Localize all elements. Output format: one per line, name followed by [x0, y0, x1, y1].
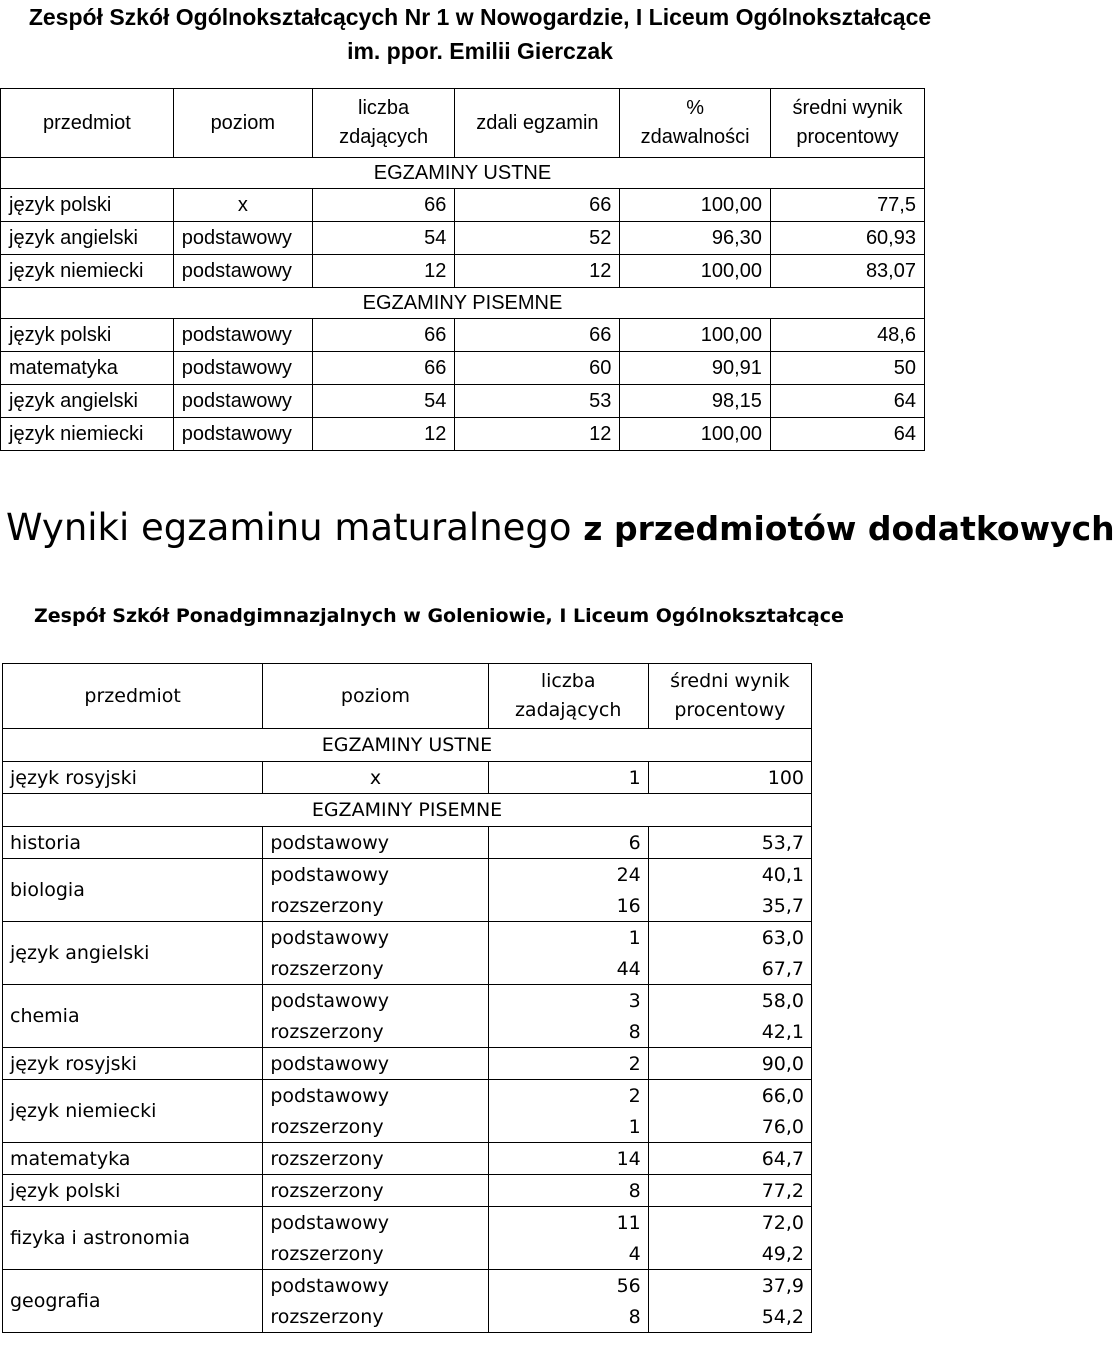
table-row	[3, 762, 812, 794]
table-row	[1, 319, 925, 352]
cell-level: rozszerzony	[263, 1175, 488, 1207]
section-row-written	[1, 288, 925, 319]
cell-passed: 53	[455, 385, 620, 418]
header-liczba: liczba zadających	[488, 664, 648, 729]
table-row	[1, 255, 925, 288]
cell-avg: 64	[770, 385, 924, 418]
header-przedmiot: przedmiot	[1, 89, 174, 158]
section-label: EGZAMINY PISEMNE	[1, 288, 925, 319]
table-row	[3, 859, 812, 891]
heading-part-2: z przedmiotów dodatkowych	[583, 509, 1115, 548]
cell-level: rozszerzony	[263, 1238, 488, 1270]
cell-pass-rate: 90,91	[620, 352, 771, 385]
cell-level: rozszerzony	[263, 1143, 488, 1175]
section-row-written	[3, 794, 812, 827]
table-row	[3, 1080, 812, 1112]
header-poziom: poziom	[263, 664, 488, 729]
document-title-line-2: im. ppor. Emilii Gierczak	[347, 38, 613, 64]
cell-level: podstawowy	[173, 385, 312, 418]
cell-subject: język angielski	[1, 385, 174, 418]
cell-count: 2	[488, 1080, 648, 1112]
cell-avg: 90,0	[648, 1048, 811, 1080]
cell-level: rozszerzony	[263, 1111, 488, 1143]
cell-level: x	[173, 189, 312, 222]
cell-pass-rate: 100,00	[620, 418, 771, 451]
cell-level: podstawowy	[263, 859, 488, 891]
school-subtitle: Zespół Szkół Ponadgimnazjalnych w Goleniowie, I Liceum Ogólnokształcące	[34, 605, 844, 627]
cell-subject: język polski	[1, 189, 174, 222]
table-row	[3, 1143, 812, 1175]
results-table-goleniow	[2, 663, 812, 1333]
cell-count: 16	[488, 890, 648, 922]
document-title-line-1: Zespół Szkół Ogólnokształcących Nr 1 w Nowogardzie, I Liceum Ogólnokształcące	[28, 4, 932, 30]
cell-count: 8	[488, 1016, 648, 1048]
cell-count: 1	[488, 1111, 648, 1143]
cell-level: rozszerzony	[263, 953, 488, 985]
cell-avg: 40,1	[648, 859, 811, 891]
cell-level: podstawowy	[263, 1080, 488, 1112]
cell-count: 8	[488, 1301, 648, 1333]
cell-count: 24	[488, 859, 648, 891]
cell-subject: język niemiecki	[3, 1080, 263, 1143]
section-label: EGZAMINY USTNE	[1, 158, 925, 189]
cell-passed: 66	[455, 319, 620, 352]
cell-count: 56	[488, 1270, 648, 1302]
cell-avg: 77,2	[648, 1175, 811, 1207]
cell-level: rozszerzony	[263, 890, 488, 922]
cell-avg: 64	[770, 418, 924, 451]
table-row	[3, 1270, 812, 1302]
cell-subject: historia	[3, 827, 263, 859]
cell-avg: 67,7	[648, 953, 811, 985]
cell-avg: 76,0	[648, 1111, 811, 1143]
cell-subject: matematyka	[3, 1143, 263, 1175]
section-label: EGZAMINY USTNE	[3, 729, 812, 762]
section-row-oral	[1, 158, 925, 189]
cell-passed: 60	[455, 352, 620, 385]
cell-avg: 60,93	[770, 222, 924, 255]
table-header-row	[3, 664, 812, 729]
header-przedmiot: przedmiot	[3, 664, 263, 729]
cell-count: 12	[312, 418, 455, 451]
cell-count: 14	[488, 1143, 648, 1175]
header-poziom: poziom	[173, 89, 312, 158]
cell-level: podstawowy	[173, 418, 312, 451]
cell-count: 66	[312, 319, 455, 352]
cell-count: 12	[312, 255, 455, 288]
cell-level: podstawowy	[173, 222, 312, 255]
table-row	[3, 922, 812, 954]
header-sredni: średni wynik procentowy	[648, 664, 811, 729]
cell-subject: biologia	[3, 859, 263, 922]
cell-avg: 54,2	[648, 1301, 811, 1333]
cell-avg: 100	[648, 762, 811, 794]
cell-avg: 49,2	[648, 1238, 811, 1270]
cell-level: podstawowy	[263, 1270, 488, 1302]
table-row	[1, 385, 925, 418]
cell-subject: język angielski	[1, 222, 174, 255]
heading-part-1: Wyniki egzaminu maturalnego	[6, 506, 584, 549]
header-zdawalnosc: % zdawalności	[620, 89, 771, 158]
cell-count: 66	[312, 189, 455, 222]
cell-level: podstawowy	[173, 255, 312, 288]
header-zdali: zdali egzamin	[455, 89, 620, 158]
cell-subject: język polski	[1, 319, 174, 352]
results-table-nowogard	[0, 88, 925, 451]
cell-avg: 64,7	[648, 1143, 811, 1175]
cell-avg: 58,0	[648, 985, 811, 1017]
cell-count: 44	[488, 953, 648, 985]
document-title	[0, 0, 960, 68]
table-row	[3, 985, 812, 1017]
cell-passed: 66	[455, 189, 620, 222]
section-row-oral	[3, 729, 812, 762]
cell-level: podstawowy	[263, 922, 488, 954]
cell-avg: 66,0	[648, 1080, 811, 1112]
cell-avg: 35,7	[648, 890, 811, 922]
cell-count: 54	[312, 222, 455, 255]
cell-subject: język niemiecki	[1, 418, 174, 451]
cell-level: podstawowy	[263, 827, 488, 859]
cell-subject: matematyka	[1, 352, 174, 385]
cell-count: 4	[488, 1238, 648, 1270]
cell-count: 8	[488, 1175, 648, 1207]
cell-subject: język niemiecki	[1, 255, 174, 288]
table-header-row	[1, 89, 925, 158]
cell-level: rozszerzony	[263, 1301, 488, 1333]
cell-level: rozszerzony	[263, 1016, 488, 1048]
cell-count: 1	[488, 762, 648, 794]
cell-count: 54	[312, 385, 455, 418]
table-row	[1, 418, 925, 451]
cell-pass-rate: 98,15	[620, 385, 771, 418]
cell-level: podstawowy	[263, 1048, 488, 1080]
cell-level: podstawowy	[263, 1207, 488, 1239]
cell-avg: 50	[770, 352, 924, 385]
table-row	[1, 352, 925, 385]
cell-count: 66	[312, 352, 455, 385]
cell-count: 1	[488, 922, 648, 954]
cell-avg: 63,0	[648, 922, 811, 954]
table-row	[3, 1048, 812, 1080]
cell-pass-rate: 100,00	[620, 255, 771, 288]
cell-subject: język angielski	[3, 922, 263, 985]
section-label: EGZAMINY PISEMNE	[3, 794, 812, 827]
cell-passed: 52	[455, 222, 620, 255]
cell-subject: język rosyjski	[3, 762, 263, 794]
table-row	[3, 1175, 812, 1207]
cell-pass-rate: 96,30	[620, 222, 771, 255]
table-row	[1, 222, 925, 255]
cell-subject: geografia	[3, 1270, 263, 1333]
cell-count: 6	[488, 827, 648, 859]
cell-subject: chemia	[3, 985, 263, 1048]
table-row	[1, 189, 925, 222]
cell-avg: 48,6	[770, 319, 924, 352]
cell-subject: język rosyjski	[3, 1048, 263, 1080]
cell-avg: 42,1	[648, 1016, 811, 1048]
cell-avg: 83,07	[770, 255, 924, 288]
cell-count: 11	[488, 1207, 648, 1239]
table-row	[3, 827, 812, 859]
cell-passed: 12	[455, 418, 620, 451]
cell-avg: 77,5	[770, 189, 924, 222]
cell-avg: 53,7	[648, 827, 811, 859]
table-row	[3, 1207, 812, 1239]
cell-pass-rate: 100,00	[620, 319, 771, 352]
header-liczba: liczba zdających	[312, 89, 455, 158]
cell-level: x	[263, 762, 488, 794]
cell-level: podstawowy	[173, 319, 312, 352]
cell-count: 3	[488, 985, 648, 1017]
cell-avg: 37,9	[648, 1270, 811, 1302]
cell-level: podstawowy	[173, 352, 312, 385]
cell-subject: język polski	[3, 1175, 263, 1207]
cell-level: podstawowy	[263, 985, 488, 1017]
section-heading-additional	[6, 500, 1115, 557]
cell-count: 2	[488, 1048, 648, 1080]
cell-pass-rate: 100,00	[620, 189, 771, 222]
header-sredni: średni wynik procentowy	[770, 89, 924, 158]
cell-subject: fizyka i astronomia	[3, 1207, 263, 1270]
cell-passed: 12	[455, 255, 620, 288]
cell-avg: 72,0	[648, 1207, 811, 1239]
